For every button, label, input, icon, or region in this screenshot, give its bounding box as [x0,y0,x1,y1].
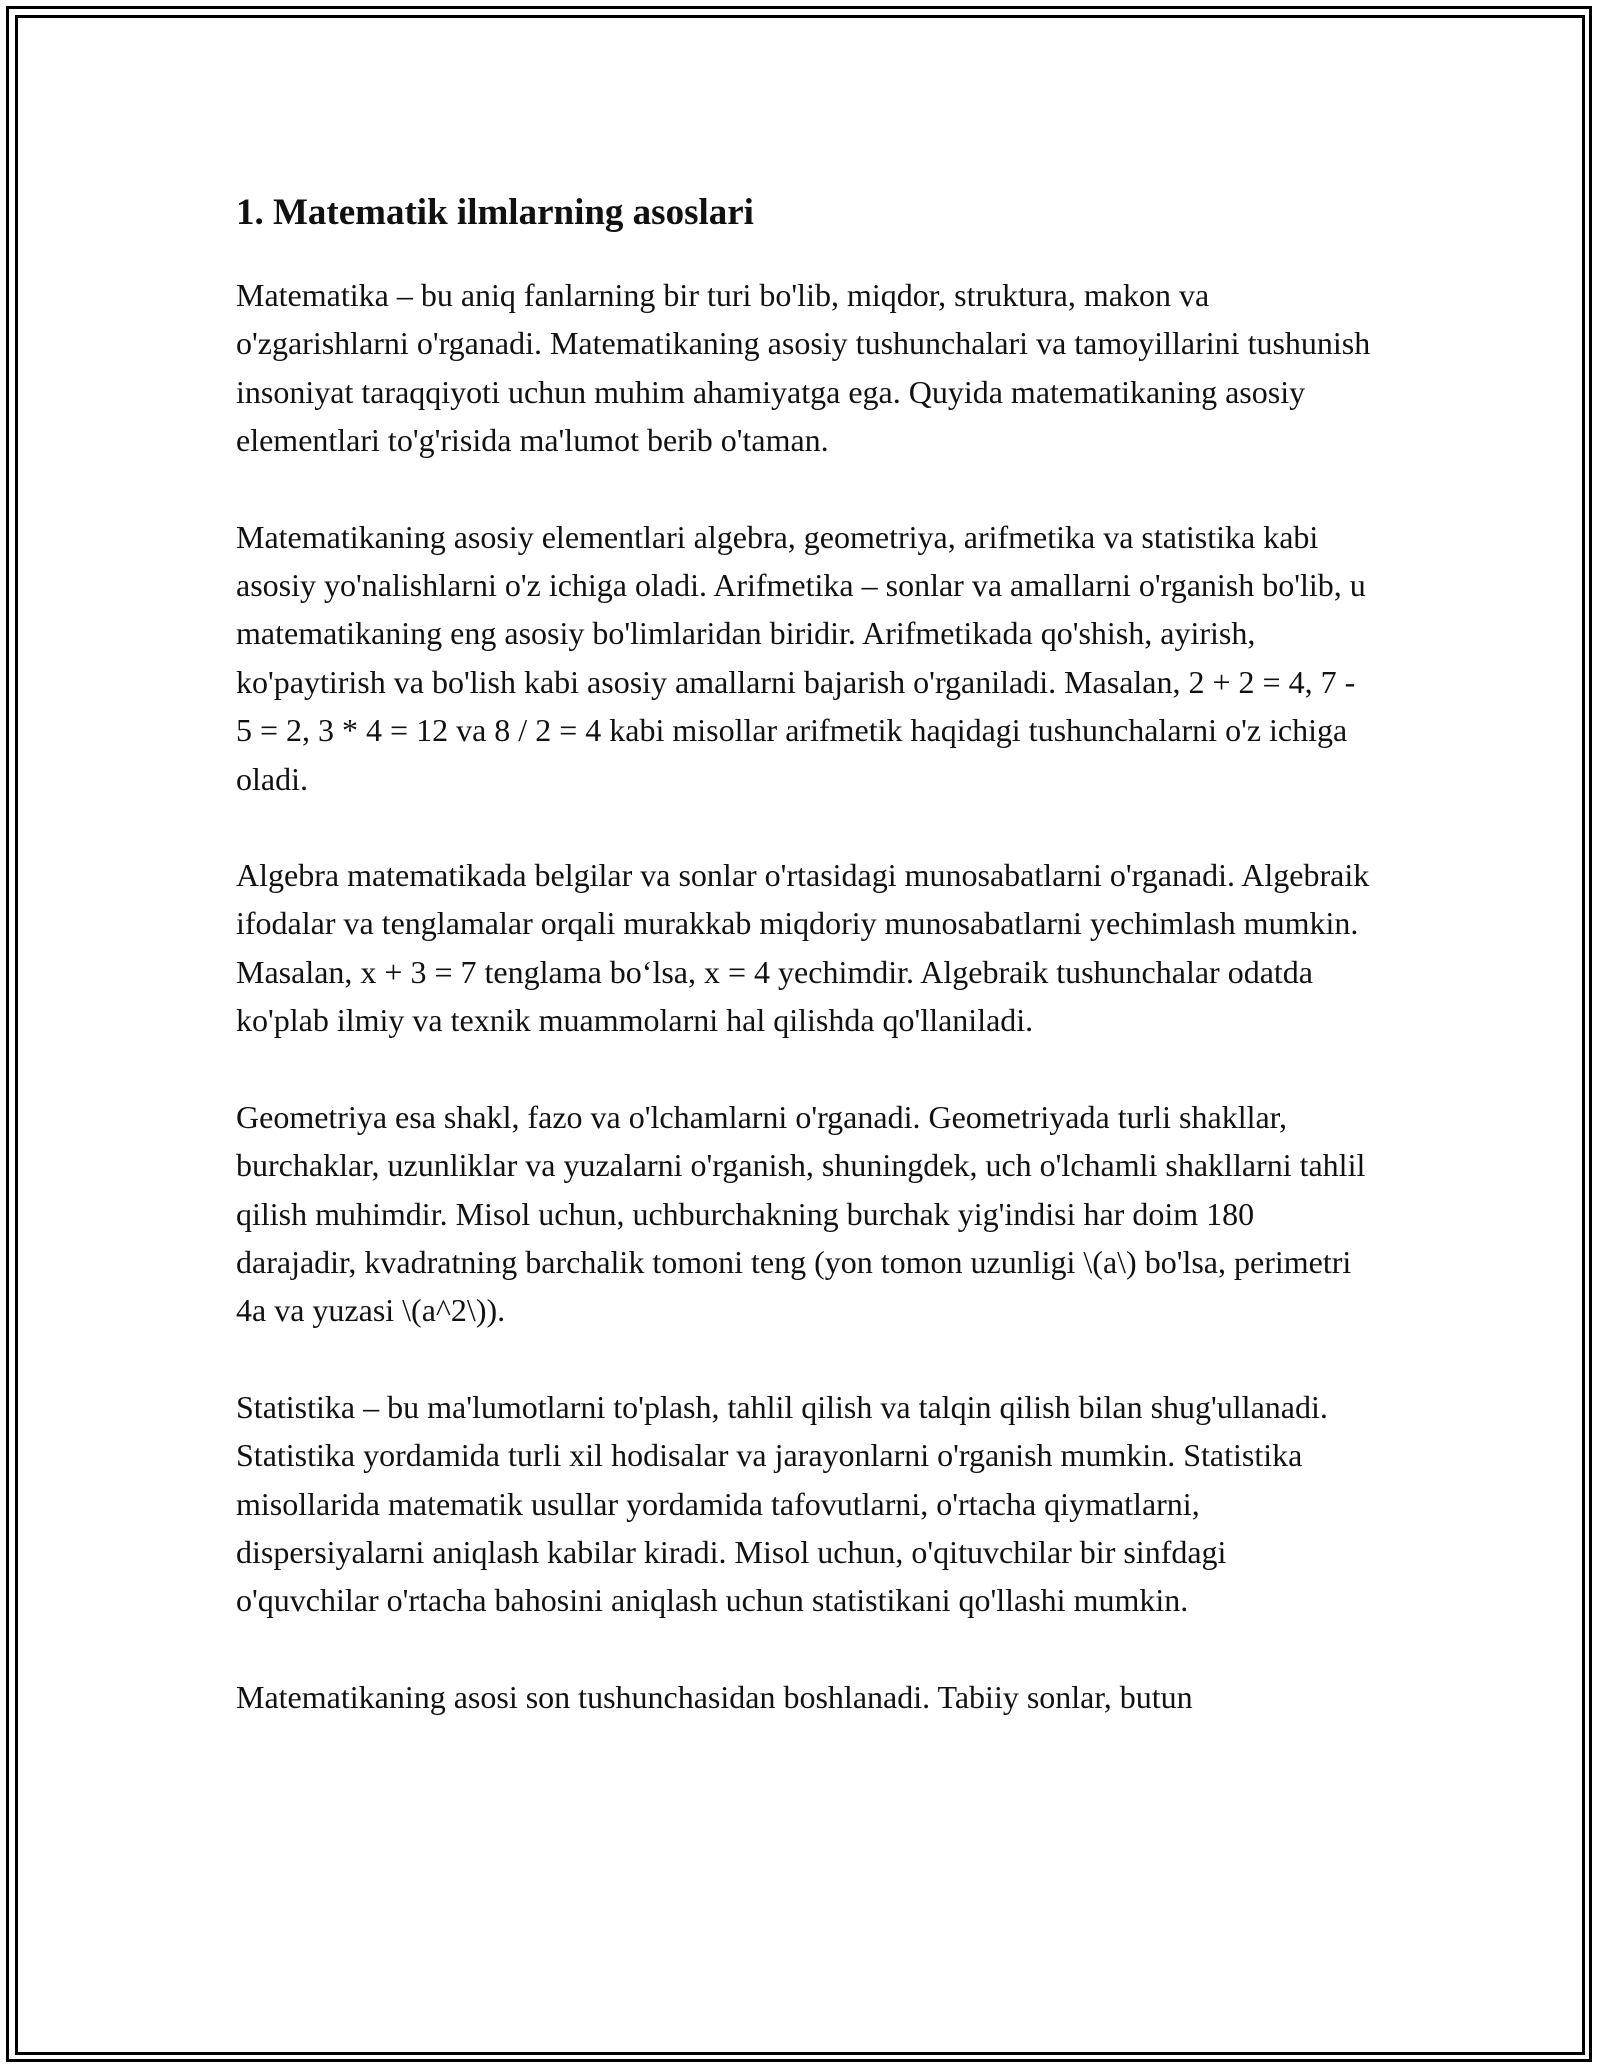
paragraph-intro: Matematika – bu aniq fanlarning bir turi bo'lib, miqdor, struktura, makon va o'zgarishlarni o'rganadi. Matematikaning asosiy tushunchalari va tamoyillarini tushunish insoniyat taraqqiyoti uchun muhim ahamiyatga ega. Quyida matematikaning asosiy elementlari to'g'risida ma'lumot berib o'taman. [236,277,1371,459]
paragraph-arithmetic: Matematikaning asosiy elementlari algebra, geometriya, arifmetika va statistika kabi asosiy yo'nalishlarni o'z ichiga oladi. Arifmetika – sonlar va amallarni o'rganish bo'lib, u matematikaning eng asosiy bo'limlaridan biridir. Arifmetikada qo'shish, ayirish, ko'paytirish va bo'lish kabi asosiy amallarni bajarish o'rganiladi. Masalan, 2 + 2 = 4, 7 - 5 = 2, 3 * 4 = 12 va 8 / 2 = 4 kabi misollar arifmetik haqidagi tushunchalarni o'z ichiga oladi. [236,518,1366,797]
paragraph-geometry: Geometriya esa shakl, fazo va o'lchamlarni o'rganadi. Geometriyada turli shakllar, burchaklar, uzunliklar va yuzalarni o'rganish, shuningdek, uch o'lchamli shakllarni tahlil qilish muhimdir. Misol uchun, uchburchakning burchak yig'indisi har doim 180 darajadir, kvadratning barchalik tomoni teng (yon tomon uzunligi \(a\) bo'lsa, perimetri 4a va yuzasi \(a^2\)). [236,1098,1366,1329]
paragraph-statistics: Statistika – bu ma'lumotlarni to'plash, tahlil qilish va talqin qilish bilan shug'ullanadi. Statistika yordamida turli xil hodisalar va jarayonlarni o'rganish mumkin. Statistika misollarida matematik usullar yordamida tafovutlarni, o'rtacha qiymatlarni, dispersiyalarni aniqlash kabilar kiradi. Misol uchun, o'qituvchilar bir sinfdagi o'quvchilar o'rtacha bahosini aniqlash uchun statistikani qo'llashi mumkin. [236,1388,1328,1619]
paragraph-algebra: Algebra matematikada belgilar va sonlar o'rtasidagi munosabatlarni o'rganadi. Algebraik ifodalar va tenglamalar orqali murakkab miqdoriy munosabatlarni yechimlash mumkin. Masalan, x + 3 = 7 tenglama bo‘lsa, x = 4 yechimdir. Algebraik tushunchalar odatda ko'plab ilmiy va texnik muammolarni hal qilishda qo'llaniladi. [236,857,1370,1039]
page-title: 1. Matematik ilmlarning asoslari [236,192,754,233]
paragraph-numbers: Matematikaning asosi son tushunchasidan boshlanadi. Tabiiy sonlar, butun [236,1678,1193,1715]
document-body [236,185,1372,1769]
